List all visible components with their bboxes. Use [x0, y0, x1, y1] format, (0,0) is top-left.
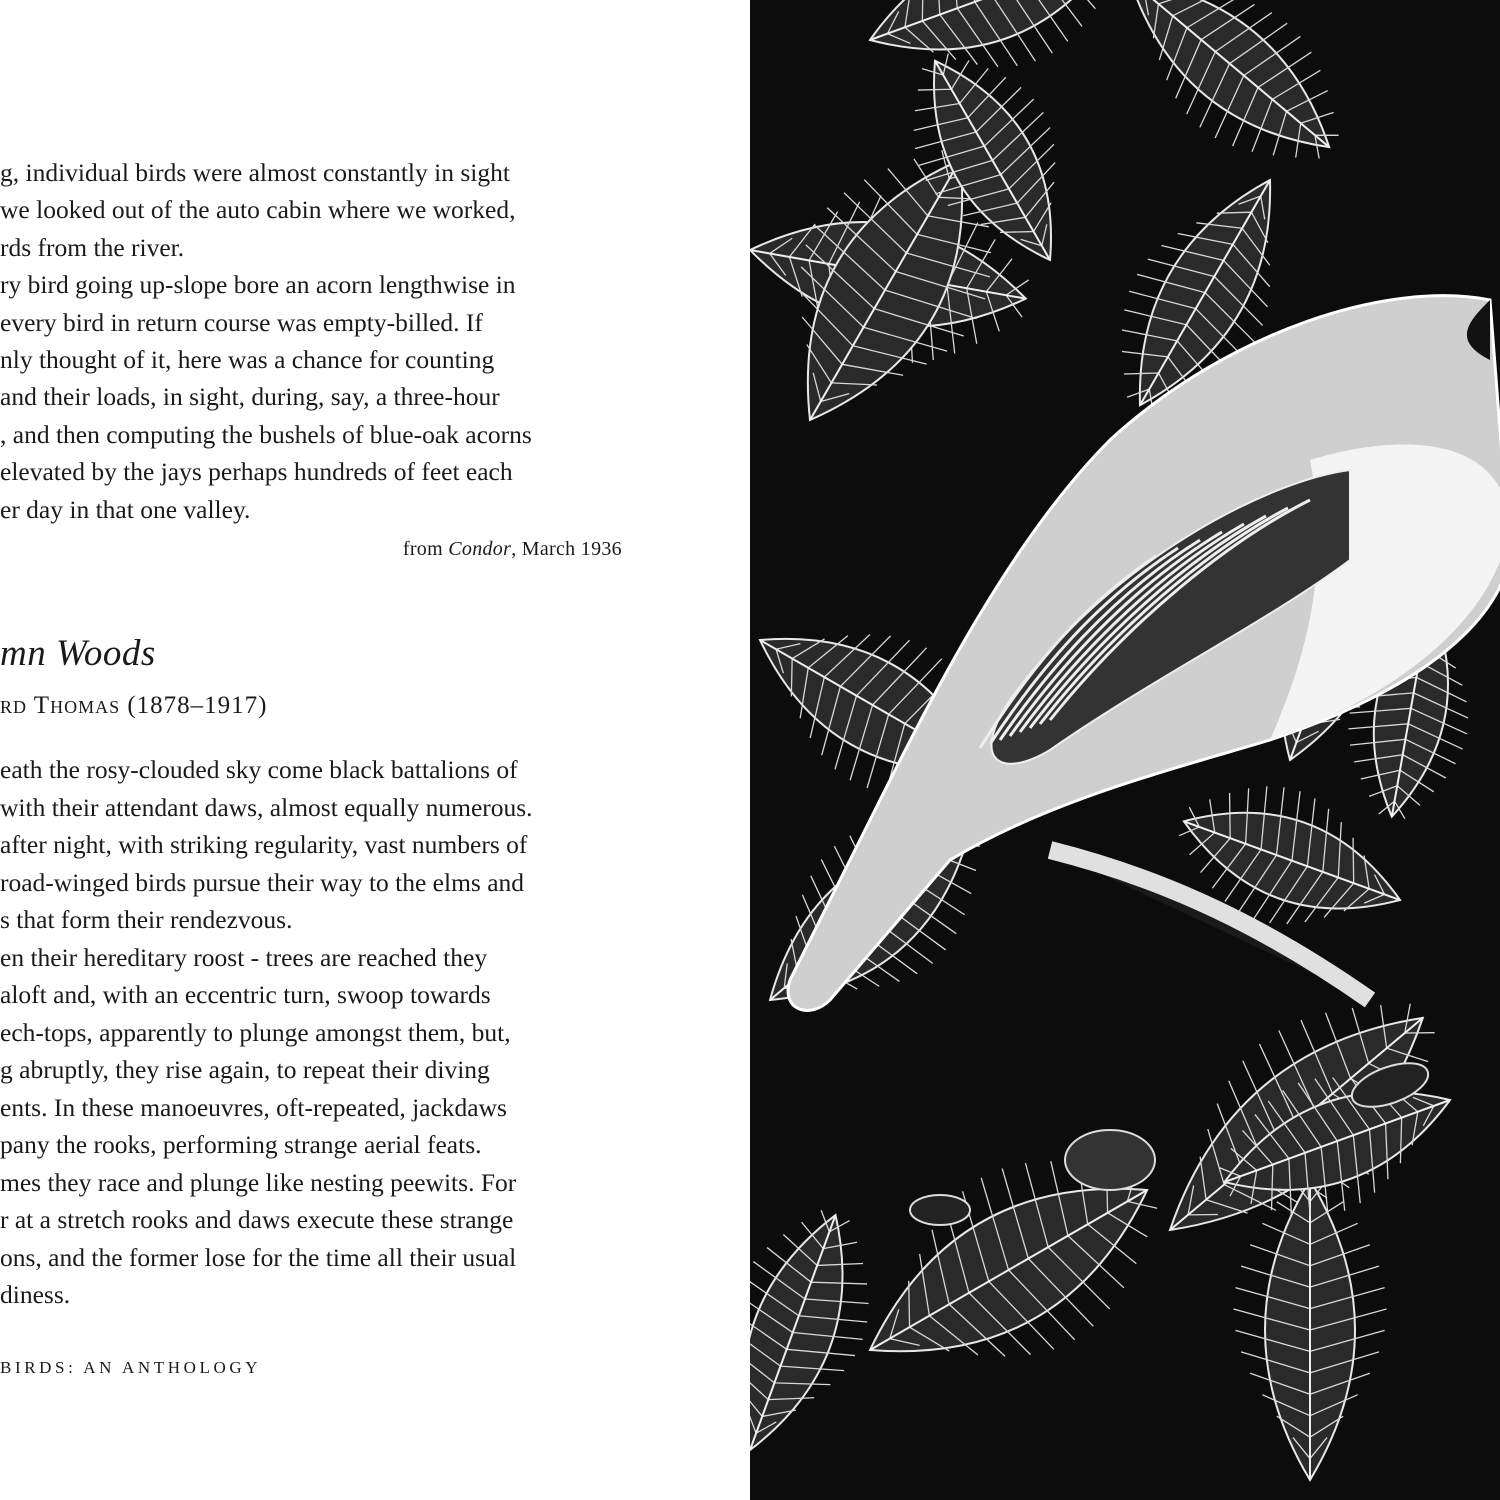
text-line: ech-tops, apparently to plunge amongst them, but, [0, 1017, 511, 1047]
text-line: en their hereditary roost - trees are reached they [0, 942, 488, 972]
text-line: pany the rooks, performing strange aerial feats. [0, 1130, 482, 1159]
running-footer: BIRDS: AN ANTHOLOGY [0, 1358, 262, 1377]
insect [910, 1195, 970, 1225]
text-line: g abruptly, they rise again, to repeat their diving [0, 1055, 490, 1084]
text-line: after night, with striking regularity, vast numbers of [0, 830, 528, 859]
text-line: r at a stretch rooks and daws execute these strange [0, 1205, 514, 1234]
text-line: and their loads, in sight, during, say, a three-hour [0, 382, 500, 412]
text-line: mes they race and plunge like nesting peewits. For [0, 1167, 517, 1197]
text-line: s that form their rendezvous. [0, 905, 293, 934]
text-line: eath the rosy-clouded sky come black battalions of [0, 755, 518, 784]
section-title: mn Woods [0, 633, 156, 674]
leaf-shape [844, 0, 1141, 112]
attribution-prefix: from [402, 538, 449, 560]
leaf-shape [1234, 1180, 1387, 1480]
text-line: diness. [0, 1280, 71, 1309]
engraving-illustration [750, 0, 1500, 1500]
excerpt-attribution [403, 538, 622, 561]
text-line: with their attendant daws, almost equally numerous. [0, 792, 533, 822]
bird-engraving-image [750, 0, 1500, 1500]
text-line: road-winged birds pursue their way to the elms and [0, 867, 525, 897]
leaf-shape [1086, 0, 1373, 199]
section-author: rd Thomas (1878–1917) [0, 692, 268, 719]
text-line: ons, and the former lose for the time all their usual [0, 1242, 517, 1272]
text-line: rds from the river. [0, 232, 185, 262]
text-line: ry bird going up-slope bore an acorn lengthwise in [0, 270, 516, 300]
text-line: , and then computing the bushels of blue-oak acorns [0, 419, 532, 449]
attribution-suffix: , March 1936 [511, 538, 622, 560]
leaf-shape [750, 1192, 899, 1473]
text-line: we looked out of the auto cabin where we worked, [0, 195, 516, 225]
text-line: every bird in return course was empty-billed. If [0, 307, 483, 337]
text-line: nly thought of it, here was a chance for counting [0, 345, 495, 374]
text-line: g, individual birds were almost constantly in sight [0, 158, 510, 187]
text-line: elevated by the jays perhaps hundreds of feet each [0, 457, 513, 487]
text-line: ents. In these manoeuvres, oft-repeated, jackdaws [0, 1092, 507, 1122]
text-line: er day in that one valley. [0, 494, 251, 524]
attribution-source: Condor [448, 538, 512, 560]
text-line: aloft and, with an eccentric turn, swoop towards [0, 980, 491, 1009]
bee [1065, 1130, 1155, 1190]
